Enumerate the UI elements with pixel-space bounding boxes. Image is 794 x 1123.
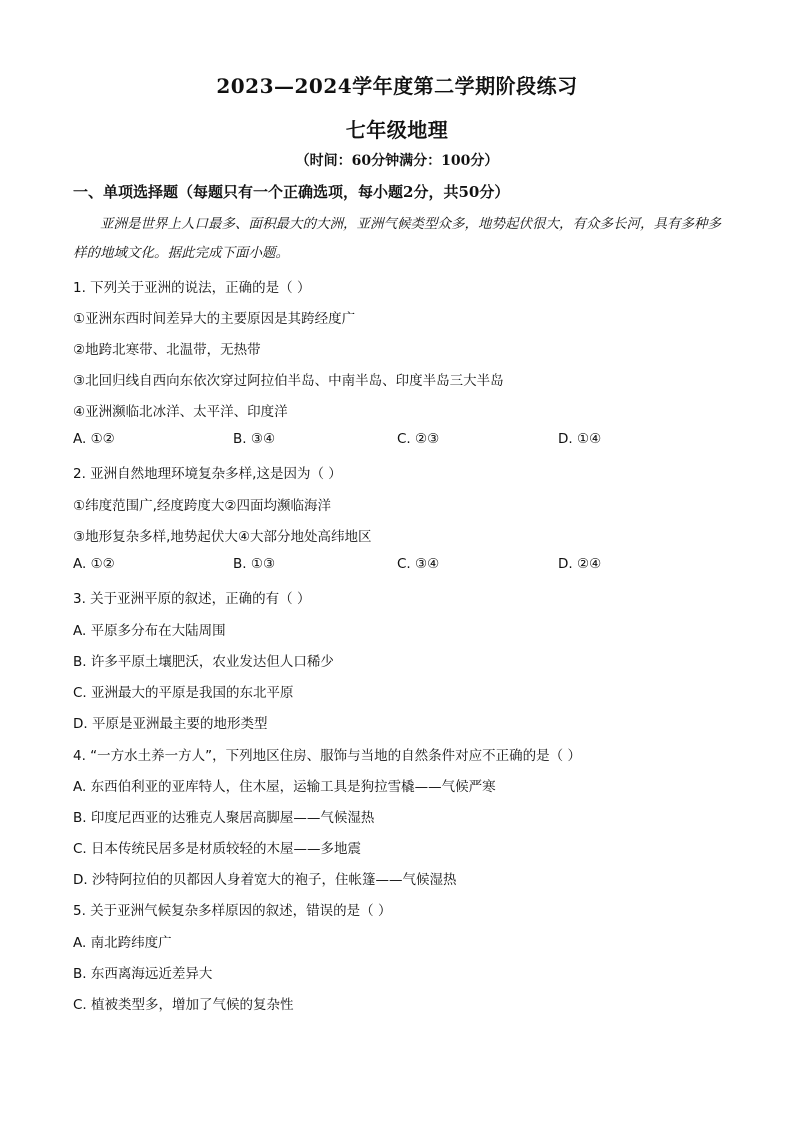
question-3-option-a: A. 平原多分布在大陆周围 [73, 623, 226, 639]
question-1-statement-4: ④亚洲濒临北冰洋、太平洋、印度洋 [73, 404, 288, 420]
question-1-option-d: D. ①④ [558, 431, 602, 447]
question-1-stem: 1. 下列关于亚洲的说法，正确的是（ ） [73, 280, 311, 296]
exam-subject: 七年级地理 [345, 118, 449, 142]
question-5-stem: 5. 关于亚洲气候复杂多样原因的叙述，错误的是（ ） [73, 903, 392, 919]
question-4-option-d: D. 沙特阿拉伯的贝都因人身着宽大的袍子，住帐篷——气候湿热 [73, 872, 457, 888]
exam-title: 2023—2024学年度第二学期阶段练习 [216, 74, 578, 98]
question-2-option-d: D. ②④ [558, 556, 602, 572]
question-2-option-c: C. ③④ [397, 556, 440, 572]
question-1-statement-3: ③北回归线自西向东依次穿过阿拉伯半岛、中南半岛、印度半岛三大半岛 [73, 373, 504, 389]
question-1-option-b: B. ③④ [233, 431, 276, 447]
question-1-option-a: A. ①② [73, 431, 115, 447]
question-4-option-c: C. 日本传统民居多是材质较轻的木屋——多地震 [73, 841, 362, 857]
question-4-option-b: B. 印度尼西亚的达雅克人聚居高脚屋——气候湿热 [73, 810, 375, 826]
question-4-option-a: A. 东西伯利亚的亚库特人，住木屋，运输工具是狗拉雪橇——气候严寒 [73, 779, 496, 795]
question-5-option-b: B. 东西离海远近差异大 [73, 966, 213, 982]
question-5-option-a: A. 南北跨纬度广 [73, 935, 172, 951]
question-2-statement-2: ③地形复杂多样,地势起伏大④大部分地处高纬地区 [73, 529, 372, 545]
question-1-option-c: C. ②③ [397, 431, 440, 447]
question-3-option-c: C. 亚洲最大的平原是我国的东北平原 [73, 685, 294, 701]
question-4-stem: 4. “一方水土养一方人”，下列地区住房、服饰与当地的自然条件对应不正确的是（ ） [73, 748, 581, 764]
question-1-statement-2: ②地跨北寒带、北温带，无热带 [73, 342, 261, 358]
question-2-stem: 2. 亚洲自然地理环境复杂多样,这是因为（ ） [73, 466, 342, 482]
question-2-option-a: A. ①② [73, 556, 115, 572]
section-heading: 一、单项选择题（每题只有一个正确选项，每小题2分，共50分） [73, 183, 510, 201]
reading-passage: 亚洲是世界上人口最多、面积最大的大洲，亚洲气候类型众多，地势起伏很大，有众多长河，具有多种多样的地域文化。据此完成下面小题。 [73, 216, 721, 261]
question-5-option-c: C. 植被类型多，增加了气候的复杂性 [73, 997, 294, 1013]
question-2-option-b: B. ①③ [233, 556, 276, 572]
question-2-statement-1: ①纬度范围广,经度跨度大②四面均濒临海洋 [73, 498, 331, 514]
question-1-statement-1: ①亚洲东西时间差异大的主要原因是其跨经度广 [73, 311, 356, 327]
question-3-option-d: D. 平原是亚洲最主要的地形类型 [73, 716, 268, 732]
question-3-option-b: B. 许多平原土壤肥沃，农业发达但人口稀少 [73, 654, 334, 670]
exam-time-score: （时间：60分钟满分：100分） [295, 153, 499, 169]
question-3-stem: 3. 关于亚洲平原的叙述，正确的有（ ） [73, 591, 311, 607]
